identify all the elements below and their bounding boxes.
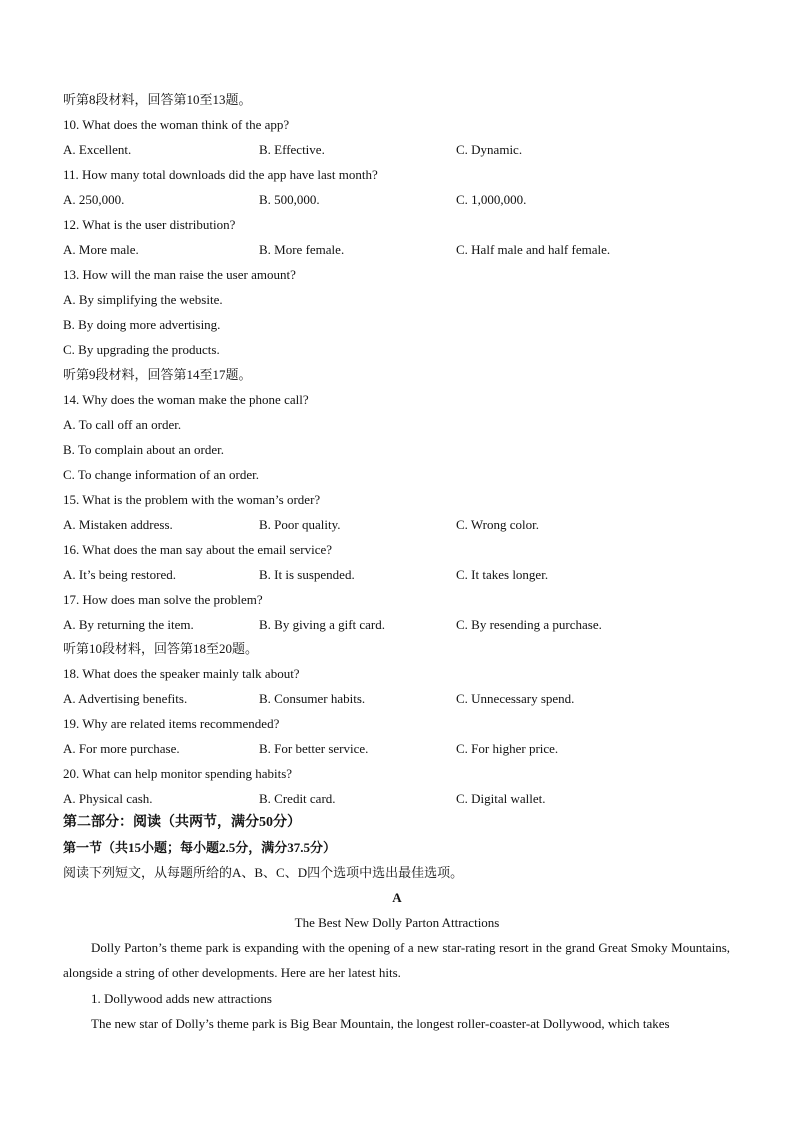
question-18: 18. What does the speaker mainly talk about?: [63, 666, 300, 681]
option-c: C. For higher price.: [456, 741, 559, 756]
question-10-options: [63, 142, 743, 158]
reading-instruction: 阅读下列短文，从每题所给的A、B、C、D四个选项中选出最佳选项。: [63, 865, 464, 880]
question-11: 11. How many total downloads did the app have last month?: [63, 167, 378, 182]
question-20-options: [63, 791, 743, 807]
option-c: C. Dynamic.: [456, 142, 523, 157]
question-14: 14. Why does the woman make the phone call?: [63, 392, 309, 407]
question-20: 20. What can help monitor spending habits?: [63, 766, 293, 781]
question-13-option-a: A. By simplifying the website.: [63, 292, 223, 307]
option-a: A. By returning the item.: [63, 617, 194, 632]
option-c: C. It takes longer.: [456, 567, 549, 582]
question-11-options: [63, 192, 743, 208]
section-10-heading: 听第10段材料，回答第18至20题。: [63, 641, 259, 656]
option-a: A. It’s being restored.: [63, 567, 177, 582]
passage-paragraph-1: Dolly Parton’s theme park is expanding with the opening of a new star-rating resort in the grand Great Smoky Mountains, alongside a string of other developments. Here are her latest hits.: [63, 940, 730, 980]
question-19-options: [63, 741, 743, 757]
question-16-options: [63, 567, 743, 583]
option-c: C. By resending a purchase.: [456, 617, 602, 632]
option-a: A. More male.: [63, 242, 139, 257]
section-9-heading: 听第9段材料，回答第14至17题。: [63, 367, 252, 382]
option-b: B. 500,000.: [259, 192, 320, 207]
option-c: C. Wrong color.: [456, 517, 540, 532]
question-17: 17. How does man solve the problem?: [63, 592, 263, 607]
option-c: C. 1,000,000.: [456, 192, 527, 207]
passage-letter: A: [392, 890, 402, 905]
question-18-options: [63, 691, 743, 707]
option-c: C. Digital wallet.: [456, 791, 546, 806]
passage-title: The Best New Dolly Parton Attractions: [294, 915, 500, 930]
passage-subheading-1: 1. Dollywood adds new attractions: [91, 991, 272, 1006]
option-b: B. By giving a gift card.: [259, 617, 386, 632]
question-14-option-b: B. To complain about an order.: [63, 442, 224, 457]
option-c: C. Half male and half female.: [456, 242, 611, 257]
option-a: A. Mistaken address.: [63, 517, 173, 532]
option-a: A. 250,000.: [63, 192, 125, 207]
part-2-section-1-heading: 第一节（共15小题；每小题2.5分，满分37.5分）: [63, 840, 337, 855]
option-a: A. Physical cash.: [63, 791, 153, 806]
question-12-options: [63, 242, 743, 258]
option-b: B. It is suspended.: [259, 567, 355, 582]
option-b: B. Poor quality.: [259, 517, 341, 532]
question-14-option-c: C. To change information of an order.: [63, 467, 259, 482]
question-17-options: [63, 617, 743, 633]
question-12: 12. What is the user distribution?: [63, 217, 236, 232]
question-10: 10. What does the woman think of the app?: [63, 117, 290, 132]
option-b: B. Credit card.: [259, 791, 336, 806]
section-8-heading: 听第8段材料，回答第10至13题。: [63, 92, 252, 107]
option-b: B. For better service.: [259, 741, 369, 756]
option-b: B. More female.: [259, 242, 345, 257]
question-13-option-c: C. By upgrading the products.: [63, 342, 220, 357]
question-16: 16. What does the man say about the email service?: [63, 542, 333, 557]
question-15-options: [63, 517, 743, 533]
question-14-option-a: A. To call off an order.: [63, 417, 182, 432]
option-a: A. Excellent.: [63, 142, 132, 157]
passage-paragraph-2: The new star of Dolly’s theme park is Big Bear Mountain, the longest roller-coaster-at Dollywood, which takes: [91, 1016, 670, 1031]
question-13: 13. How will the man raise the user amount?: [63, 267, 296, 282]
option-a: A. For more purchase.: [63, 741, 180, 756]
question-13-option-b: B. By doing more advertising.: [63, 317, 221, 332]
option-a: A. Advertising benefits.: [63, 691, 188, 706]
question-19: 19. Why are related items recommended?: [63, 716, 280, 731]
question-15: 15. What is the problem with the woman’s order?: [63, 492, 321, 507]
option-c: C. Unnecessary spend.: [456, 691, 575, 706]
option-b: B. Consumer habits.: [259, 691, 366, 706]
part-2-title: 第二部分：阅读（共两节，满分50分）: [63, 815, 301, 830]
option-b: B. Effective.: [259, 142, 325, 157]
